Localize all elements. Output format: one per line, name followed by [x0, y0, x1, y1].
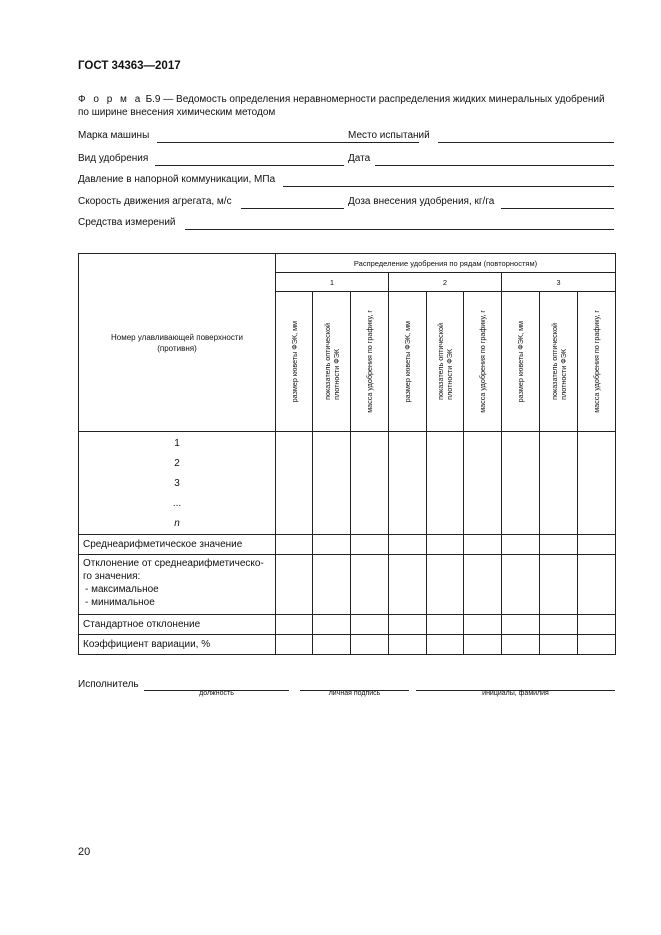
tray-number-header-text: Номер улавливающей поверхности (противня): [111, 332, 243, 353]
tray-number-3: 3: [174, 478, 180, 489]
table-cell[interactable]: [502, 615, 540, 635]
distribution-table: [78, 253, 616, 655]
page-number: 20: [78, 846, 91, 858]
table-cell[interactable]: [464, 615, 502, 635]
subcol-3-2: [540, 292, 578, 432]
dose-label: Доза внесения удобрения, кг/га: [348, 196, 495, 207]
tools-line[interactable]: [185, 229, 614, 230]
subcol-1-2: [313, 292, 351, 432]
form-caption: [78, 93, 618, 119]
tray-number-list: [79, 432, 276, 535]
table-cell[interactable]: [578, 432, 616, 535]
subcol-2-1: [389, 292, 427, 432]
subcol-text: показатель оптической плотности ФЭК: [322, 323, 341, 400]
tray-number-1: 1: [174, 438, 180, 449]
table-row-cv: [79, 635, 616, 655]
table-cell[interactable]: [351, 635, 389, 655]
table-cell[interactable]: [351, 615, 389, 635]
subcol-text: масса удобрения по графику, г: [592, 310, 601, 413]
table-cell[interactable]: [313, 432, 351, 535]
subcol-text: показатель оптической плотности ФЭК: [436, 323, 454, 400]
table-cell[interactable]: [351, 535, 389, 555]
subcol-text: размер кюветы ФЭК, мм: [403, 320, 412, 403]
deviation-min: - минимальное: [85, 597, 155, 608]
table-cell[interactable]: [540, 535, 578, 555]
table-row-mean: [79, 535, 616, 555]
tray-number-n: n: [174, 518, 180, 529]
table-cell[interactable]: [276, 535, 313, 555]
subcol-text: размер кюветы ФЭК, мм: [289, 320, 299, 403]
table-cell[interactable]: [389, 635, 427, 655]
machine-line[interactable]: [157, 142, 419, 143]
table-cell[interactable]: [464, 635, 502, 655]
table-cell[interactable]: [427, 535, 464, 555]
sign-caption: личная подпись: [328, 690, 381, 697]
cv-label: Коэффициент вариации, %: [79, 635, 276, 655]
table-cell[interactable]: [578, 635, 616, 655]
subcol-3-1: [502, 292, 540, 432]
table-cell[interactable]: [313, 535, 351, 555]
date-line[interactable]: [375, 165, 614, 166]
table-cell[interactable]: [351, 555, 389, 615]
pressure-label: Давление в напорной коммуникации, МПа: [78, 174, 276, 185]
place-label: Место испытаний: [348, 130, 430, 141]
machine-label: Марка машины: [78, 130, 150, 141]
speed-label: Скорость движения агрегата, м/с: [78, 196, 232, 207]
table-cell[interactable]: [427, 615, 464, 635]
tray-rows: [79, 432, 616, 535]
field-row-machine: [78, 130, 614, 144]
table-cell[interactable]: [389, 615, 427, 635]
table-cell[interactable]: [313, 555, 351, 615]
form-word: Ф о р м а: [78, 94, 143, 105]
table-cell[interactable]: [427, 635, 464, 655]
position-caption: должность: [199, 690, 234, 697]
subcol-1-1: [276, 292, 313, 432]
table-cell[interactable]: [464, 432, 502, 535]
table-cell[interactable]: [351, 432, 389, 535]
table-cell[interactable]: [502, 555, 540, 615]
table-cell[interactable]: [276, 555, 313, 615]
tray-number-2: 2: [174, 458, 180, 469]
table-cell[interactable]: [464, 555, 502, 615]
table-cell[interactable]: [502, 635, 540, 655]
fertilizer-line[interactable]: [155, 165, 344, 166]
table-cell[interactable]: [427, 555, 464, 615]
table-cell[interactable]: [276, 635, 313, 655]
speed-line[interactable]: [241, 208, 344, 209]
dose-line[interactable]: [501, 208, 614, 209]
table-cell[interactable]: [427, 432, 464, 535]
table-cell[interactable]: [389, 432, 427, 535]
table-cell[interactable]: [313, 615, 351, 635]
table-cell[interactable]: [276, 432, 313, 535]
table-cell[interactable]: [540, 555, 578, 615]
tray-number-ellipsis: ...: [172, 498, 182, 509]
subcol-2-3: [464, 292, 502, 432]
subcol-3-3: [578, 292, 616, 432]
table-cell[interactable]: [389, 535, 427, 555]
pressure-line[interactable]: [283, 186, 614, 187]
mean-label: Среднеарифметическое значение: [79, 535, 276, 555]
tray-number-header: [79, 254, 276, 432]
table-cell[interactable]: [578, 555, 616, 615]
group-header: Распределение удобрения по рядам (повторностям): [276, 254, 616, 273]
field-row-pressure: [78, 174, 614, 188]
document-header: ГОСТ 34363—2017: [78, 60, 181, 72]
table-row-std: [79, 615, 616, 635]
table-cell[interactable]: [578, 535, 616, 555]
table-cell[interactable]: [540, 432, 578, 535]
table-cell[interactable]: [389, 555, 427, 615]
deviation-label: [79, 555, 276, 615]
subcol-text: показатель оптической плотности ФЭК: [549, 323, 568, 400]
table-cell[interactable]: [502, 432, 540, 535]
subcol-2-2: [427, 292, 464, 432]
table-cell[interactable]: [464, 535, 502, 555]
place-line[interactable]: [438, 142, 614, 143]
tools-label: Средства измерений: [78, 217, 176, 228]
subcol-text: размер кюветы ФЭК, мм: [516, 320, 525, 403]
deviation-title: Отклонение от среднеарифметическо-го значения:: [83, 558, 264, 582]
field-row-speed: [78, 196, 614, 210]
form-title: Б.9 — Ведомость определения неравномерности распределения жидких минеральных удобрений по ширине внесения химическим методом: [78, 94, 605, 118]
repeat-2-header: 2: [389, 273, 502, 292]
deviation-max: - максимальное: [85, 584, 159, 595]
table-cell[interactable]: [540, 635, 578, 655]
subcol-1-3: [351, 292, 389, 432]
subcol-text: масса удобрения по графику, г: [478, 310, 487, 413]
subcol-text: масса удобрения по графику, г: [365, 310, 374, 413]
repeat-3-header: 3: [502, 273, 616, 292]
executor-label: Исполнитель: [78, 679, 139, 690]
field-row-fertilizer: [78, 153, 614, 167]
table-cell[interactable]: [578, 615, 616, 635]
fertilizer-label: Вид удобрения: [78, 153, 149, 164]
std-label: Стандартное отклонение: [79, 615, 276, 635]
table-cell[interactable]: [313, 635, 351, 655]
date-label: Дата: [348, 153, 371, 164]
repeat-1-header: 1: [276, 273, 389, 292]
field-row-tools: [78, 217, 614, 231]
name-caption: инициалы, фамилия: [482, 690, 549, 697]
table-cell[interactable]: [276, 615, 313, 635]
table-cell[interactable]: [502, 535, 540, 555]
table-row-deviation: [79, 555, 616, 615]
table-cell[interactable]: [540, 615, 578, 635]
